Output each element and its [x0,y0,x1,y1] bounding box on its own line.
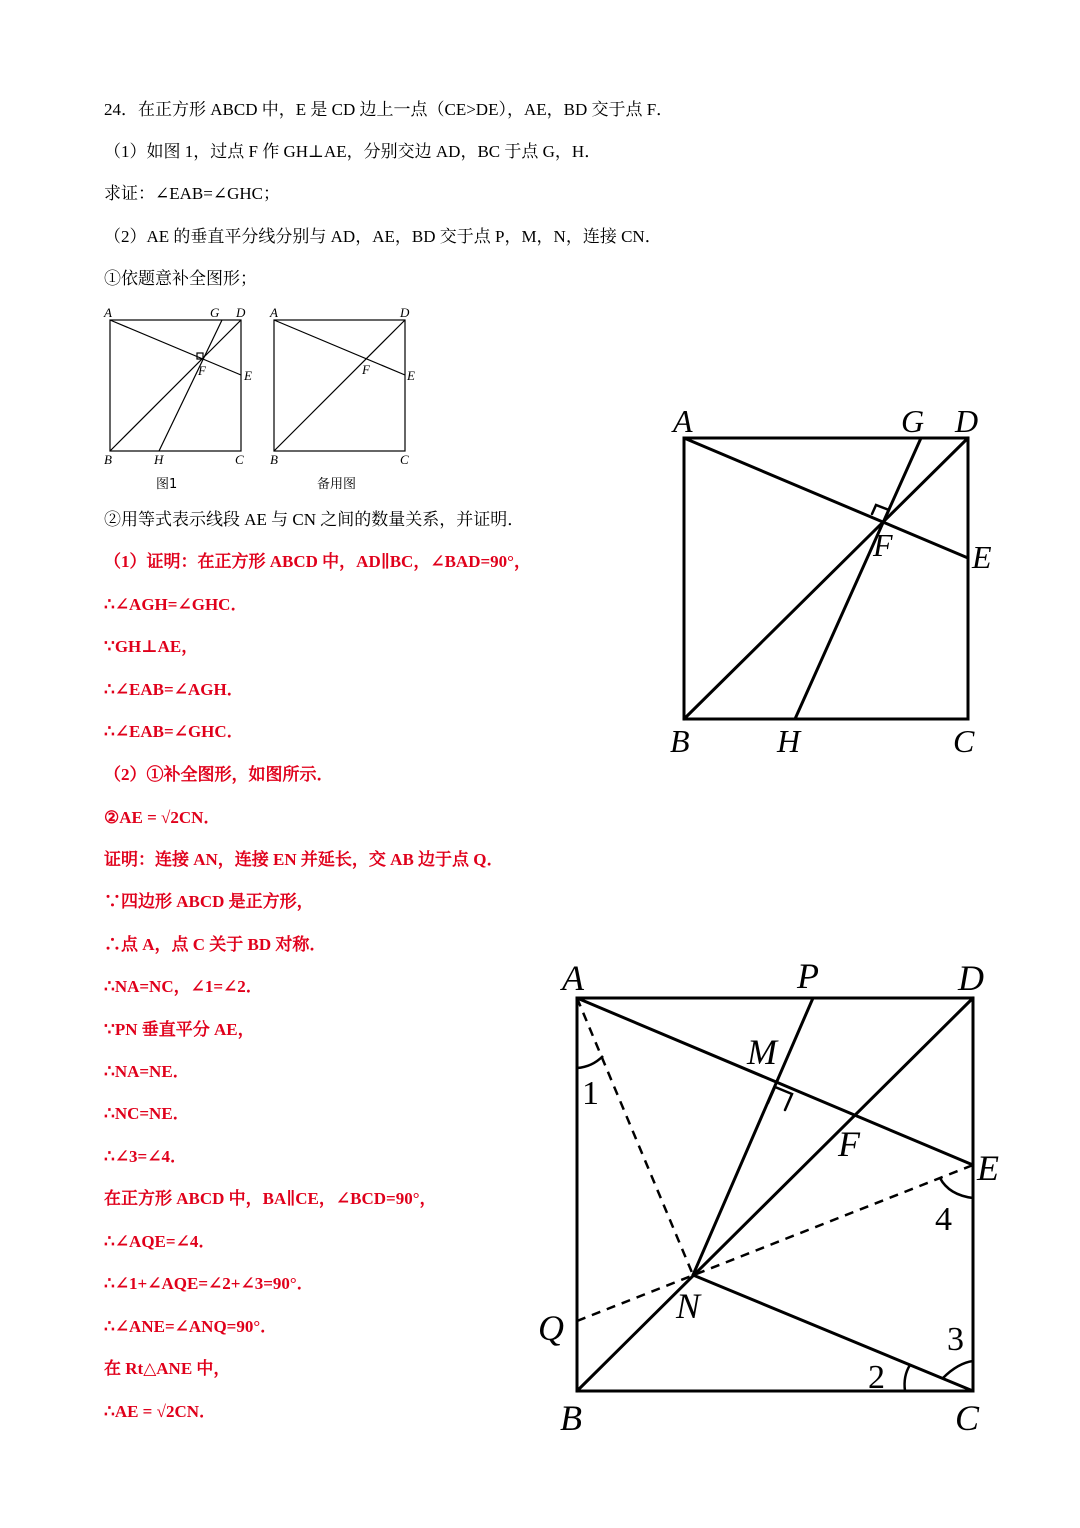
solution-line-8: 证明：连接 AN，连接 EN 并延长，交 AB 边于点 Q． [104,850,504,869]
solution-line-9: ∵四边形 ABCD 是正方形， [104,892,314,911]
solution-line-20: 在 Rt△ANE 中， [104,1359,231,1378]
solution-line-4: ∴∠EAB=∠AGH． [104,680,244,699]
bigfig2-diagonal-bd [577,998,973,1391]
bigfig2-label-p: P [797,956,819,996]
fig2-label-d: D [400,305,410,320]
problem-part2a: ①依题意补全图形； [104,269,257,288]
fig1-line-gh [159,320,222,451]
bigfig2-angle-arc-1 [577,1056,603,1068]
bigfig1-right-angle [872,505,889,519]
bigfig2-line-pn [693,998,813,1275]
bigfig1-label-g: G [901,403,925,439]
solution-line-15: ∴∠3=∠4． [104,1147,187,1166]
solution-line-14: ∴NC=NE． [104,1104,190,1123]
bigfig2-angle-arc-4 [940,1178,973,1198]
problem-part2: （2）AE 的垂直平分线分别与 AD，AE，BD 交于点 P，M，N，连接 CN． [104,227,662,246]
fig1-diagonal-bd [110,320,241,451]
fig1-label-c: C [235,452,244,467]
solution-line-5: ∴∠EAB=∠GHC． [104,722,244,741]
bigfig2-angle-1: 1 [582,1075,599,1112]
bigfig2-dashed-an [577,998,693,1275]
bigfig2-label-e: E [977,1148,999,1188]
bigfig2-angle-arc-3 [943,1361,973,1378]
bigfig1-diagonal-bd [684,438,968,719]
bigfig2-label-d: D [958,958,984,998]
bigfig2-line-ae [577,998,973,1165]
fig1-caption: 图1 [156,477,178,492]
solution-line-2: ∴∠AGH=∠GHC． [104,595,248,614]
bigfig2-label-m: M [747,1032,777,1072]
bigfig2-angle-arc-2 [905,1365,910,1391]
fig1-right-angle [197,353,203,359]
bigfig2-label-b: B [560,1398,582,1438]
problem-part2b: ②用等式表示线段 AE 与 CN 之间的数量关系，并证明． [104,510,525,529]
fig1-label-f: F [198,363,206,378]
fig1-label-a: A [104,305,112,320]
bigfig2-label-q: Q [538,1308,564,1348]
solution-line-7: ②AE = √2CN． [104,808,221,827]
bigfig2-label-f: F [838,1124,860,1164]
problem-part1: （1）如图 1，过点 F 作 GH⊥AE，分别交边 AD，BC 于点 G，H． [104,142,602,161]
bigfig2-angle-4: 4 [935,1201,952,1238]
solution-line-21: ∴AE = √2CN． [104,1402,217,1421]
problem-stem: 24．在正方形 ABCD 中，E 是 CD 边上一点（CE>DE），AE，BD 交于点 F． [104,100,674,119]
bigfig2-dashed-qe [577,1165,973,1321]
fig1-line-ae [110,320,241,375]
bigfig2-angle-2: 2 [868,1359,885,1396]
bigfig2-square [577,998,973,1391]
solution-line-13: ∴NA=NE． [104,1062,190,1081]
bigfig2-label-a: A [562,958,584,998]
bigfig1-label-d: D [955,403,979,439]
solution-line-19: ∴∠ANE=∠ANQ=90°． [104,1317,278,1336]
fig2-line-ae [274,320,405,375]
bigfig1-label-a: A [673,403,693,439]
fig2-diagonal-bd [274,320,405,451]
fig1-label-d: D [236,305,246,320]
fig2-label-e: E [407,368,415,383]
bigfig1-label-f: F [873,527,893,563]
bigfig1-line-gh [795,438,921,719]
fig2-label-b: B [270,452,278,467]
solution-line-11: ∴NA=NC，∠1=∠2． [104,977,263,996]
fig1-label-g: G [210,305,220,320]
fig2-label-f: F [362,362,370,377]
bigfig1-label-e: E [972,539,992,575]
bigfig1-label-h: H [777,723,801,759]
bigfig1-label-b: B [670,723,690,759]
solution-line-12: ∵PN 垂直平分 AE， [104,1020,255,1039]
bigfig1-square [684,438,968,719]
solution-line-3: ∵GH⊥AE， [104,637,199,656]
fig1-label-b: B [104,452,112,467]
solution-line-17: ∴∠AQE=∠4． [104,1232,216,1251]
bigfig2-label-c: C [955,1398,980,1438]
solution-line-1: （1）证明：在正方形 ABCD 中，AD∥BC，∠BAD=90°， [104,552,531,571]
fig2-caption: 备用图 [317,477,357,492]
solution-line-16: 在正方形 ABCD 中，BA∥CE，∠BCD=90°， [104,1189,437,1208]
bigfig1-label-c: C [953,723,975,759]
fig1-square [110,320,241,451]
solution-line-18: ∴∠1+∠AQE=∠2+∠3=90°． [104,1274,314,1293]
bigfig1-line-ae [684,438,968,558]
bigfig2-label-n: N [676,1286,701,1326]
fig1-label-h: H [154,452,164,467]
bigfig2-line-nc [693,1275,973,1391]
fig2-square [274,320,405,451]
fig2-label-a: A [270,305,278,320]
bigfig2-right-angle [768,1087,792,1110]
fig2-label-c: C [400,452,409,467]
fig1-label-e: E [244,368,252,383]
problem-prove: 求证：∠EAB=∠GHC； [104,184,280,203]
bigfig2-angle-3: 3 [947,1321,964,1358]
solution-line-6: （2）①补全图形，如图所示． [104,765,334,784]
solution-line-10: ∴点 A，点 C 关于 BD 对称． [104,935,327,954]
